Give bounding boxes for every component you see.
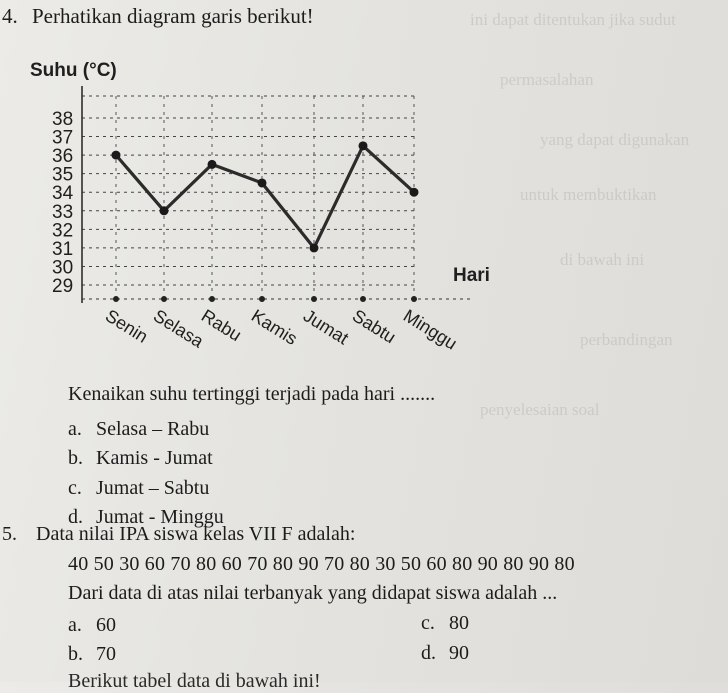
series-line: [116, 146, 414, 248]
question-5-heading: [2, 523, 355, 546]
option-letter: a.: [68, 418, 82, 440]
x-tick-dot: [411, 296, 417, 302]
x-tick-dot: [311, 296, 317, 302]
option-4a[interactable]: [68, 418, 209, 441]
x-tick-label: Rabu: [197, 305, 245, 346]
y-tick-label: 30: [52, 257, 74, 279]
option-4b[interactable]: [68, 447, 213, 470]
data-point: [359, 141, 368, 150]
x-axis-label: Hari: [453, 265, 490, 286]
y-tick-label: 32: [52, 220, 74, 242]
temperature-line-chart: [0, 48, 540, 368]
option-text: 60: [96, 614, 116, 636]
question-number: 5.: [2, 523, 17, 545]
y-tick-label: 35: [52, 164, 74, 186]
question-5-data: 40 50 30 60 70 80 60 70 80 90 70 80 30 50 60 80 90 80 90 80: [68, 553, 575, 575]
x-tick-dot: [209, 296, 215, 302]
x-tick-label: Senin: [101, 305, 152, 347]
option-text: 70: [96, 643, 116, 665]
option-text: Kamis - Jumat: [96, 447, 213, 469]
y-tick-label: 37: [52, 127, 74, 149]
data-point: [310, 243, 319, 252]
x-tick-label: Jumat: [299, 305, 353, 349]
x-tick-label: Minggu: [399, 305, 461, 354]
y-tick-label: 36: [52, 146, 74, 168]
data-point: [208, 160, 217, 169]
option-text: 80: [449, 612, 469, 634]
option-5b[interactable]: [68, 643, 116, 666]
option-text: Selasa – Rabu: [96, 418, 210, 440]
data-point: [112, 151, 121, 160]
data-point: [160, 206, 169, 215]
y-tick-label: 34: [52, 183, 74, 205]
next-question-fragment: Berikut tabel data di bawah ini!: [68, 670, 321, 692]
y-tick-label: 38: [52, 109, 74, 130]
option-letter: c.: [68, 477, 82, 499]
y-tick-labels: [52, 109, 74, 297]
option-text: 90: [449, 642, 469, 664]
option-5a[interactable]: [68, 614, 116, 637]
data-point: [410, 188, 419, 197]
option-5d[interactable]: [421, 642, 469, 665]
question-number: 4.: [2, 4, 18, 28]
x-tick-dot: [360, 296, 366, 302]
x-tick-label: Selasa: [149, 305, 208, 352]
data-point: [258, 178, 267, 187]
question-text: Perhatikan diagram garis berikut!: [32, 4, 314, 28]
option-letter: d.: [68, 506, 83, 528]
option-letter: b.: [68, 447, 83, 469]
chart-grid: [82, 96, 415, 299]
temperature-line: [116, 146, 414, 248]
y-tick-label: 29: [52, 276, 74, 297]
option-letter: d.: [421, 642, 436, 664]
x-tick-label: Kamis: [247, 305, 301, 349]
y-axis-label: Suhu (°C): [30, 60, 117, 81]
question-4-prompt: Kenaikan suhu tertinggi terjadi pada hari .......: [68, 383, 436, 405]
option-text: Jumat - Minggu: [96, 506, 224, 528]
x-tick-dot: [113, 296, 119, 302]
y-tick-label: 31: [52, 238, 74, 260]
option-5c[interactable]: [421, 612, 469, 635]
question-5-prompt: Dari data di atas nilai terbanyak yang didapat siswa adalah ...: [68, 582, 558, 604]
option-letter: a.: [68, 614, 82, 636]
x-tick-dot: [161, 296, 167, 302]
question-4-heading: [2, 4, 314, 29]
x-tick-label: Sabtu: [348, 305, 400, 348]
y-tick-label: 33: [52, 201, 74, 223]
x-tick-dot: [259, 296, 265, 302]
x-tick-labels: [102, 305, 461, 353]
option-text: Jumat – Sabtu: [96, 477, 210, 499]
series-points: [112, 141, 419, 252]
question-text: Data nilai IPA siswa kelas VII F adalah:: [36, 523, 356, 545]
option-letter: b.: [68, 643, 83, 665]
option-letter: c.: [421, 612, 435, 634]
option-4c[interactable]: [68, 477, 209, 500]
